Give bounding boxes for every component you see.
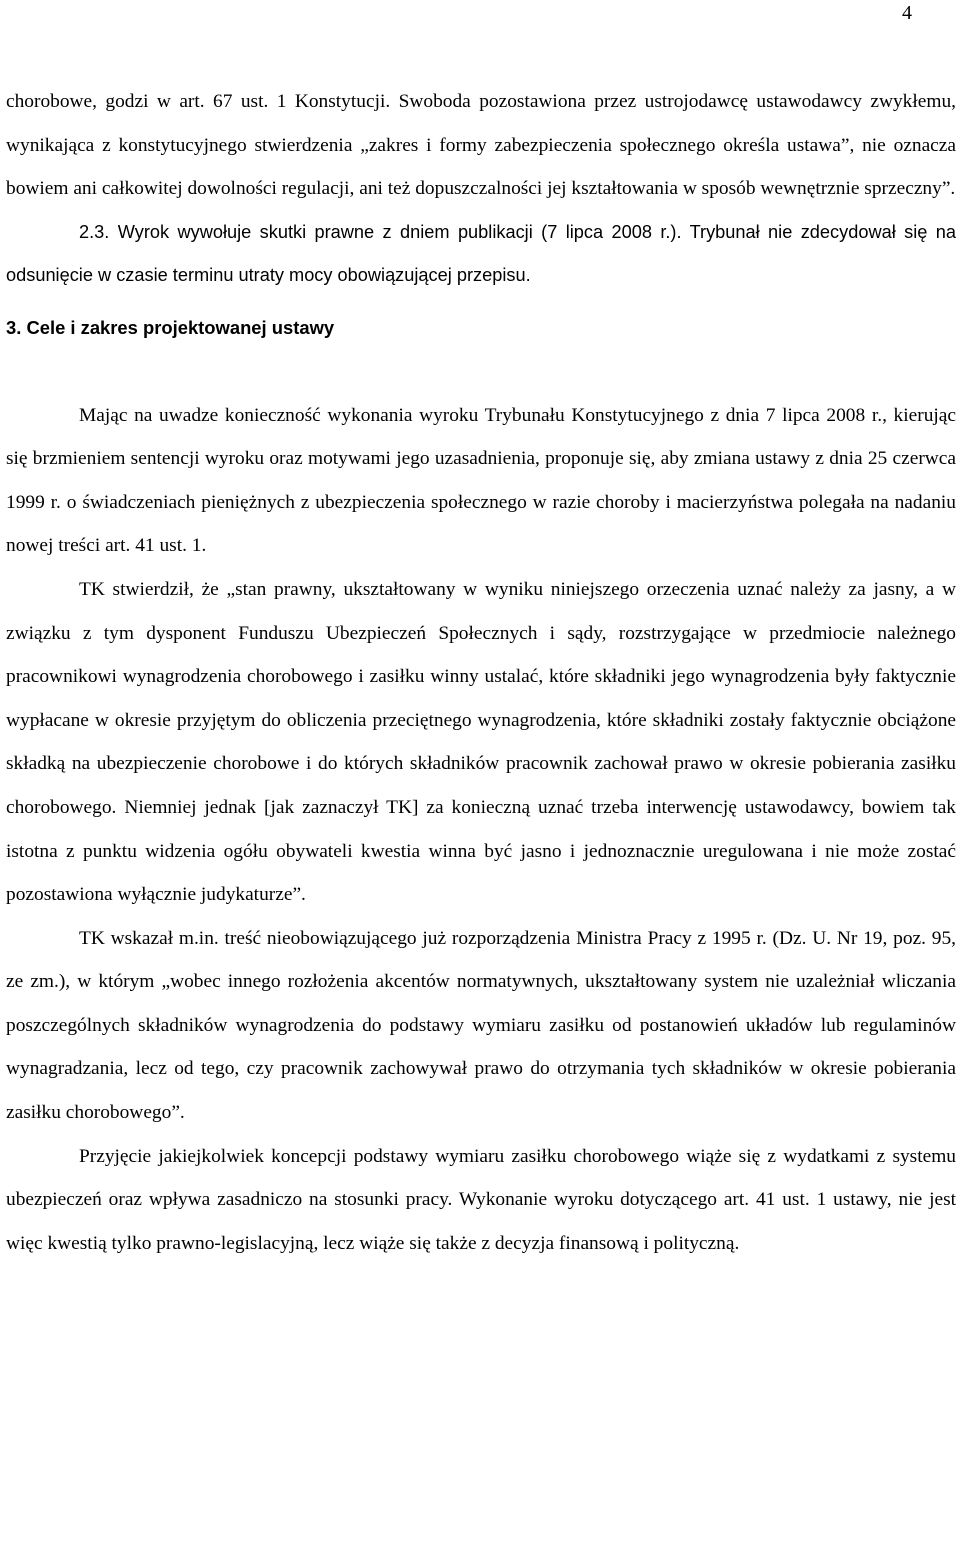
- paragraph-conclusion: Przyjęcie jakiejkolwiek koncepcji podstawy wymiaru zasiłku chorobowego wiąże się z wydatkami z systemu ubezpieczeń oraz wpływa zasadniczo na stosunki pracy. Wykonanie wyroku dotyczącego art. 41 ust. 1 ustawy, nie jest więc kwestią tylko prawno-legislacyjną, lecz wiąże się także z decyzja finansową i polityczną.: [6, 1145, 956, 1254]
- page-number: 4: [902, 2, 912, 24]
- document-body: [6, 80, 956, 1265]
- paragraph-judgment-effects: 2.3. Wyrok wywołuje skutki prawne z dniem publikacji (7 lipca 2008 r.). Trybunał nie zdecydował się na odsunięcie w czasie terminu utraty mocy obowiązującej przepisu.: [6, 221, 956, 286]
- spacer: [6, 298, 956, 306]
- paragraph-goals: Mając na uwadze konieczność wykonania wyroku Trybunału Konstytucyjnego z dnia 7 lipca 2008 r., kierując się brzmieniem sentencji wyroku oraz motywami jego uzasadnienia, proponuje się, aby zmiana ustawy z dnia 25 czerwca 1999 r. o świadczeniach pieniężnych z ubezpieczenia społecznego w razie choroby i macierzyństwa polegała na nadaniu nowej treści art. 41 ust. 1.: [6, 404, 956, 557]
- section-heading: 3. Cele i zakres projektowanej ustawy: [6, 316, 335, 338]
- spacer: [6, 350, 956, 394]
- paragraph-continuation: chorobowe, godzi w art. 67 ust. 1 Konstytucji. Swoboda pozostawiona przez ustrojodawcę ustawodawcy zwykłemu, wynikająca z konstytucyjnego stwierdzenia „zakres i formy zabezpieczenia społecznego określa ustawa”, nie oznacza bowiem ani całkowitej dowolności regulacji, ani też dopuszczalności jej kształtowania w sposób wewnętrznie sprzeczny”.: [6, 91, 956, 200]
- paragraph-tk-regulation: TK wskazał m.in. treść nieobowiązującego już rozporządzenia Ministra Pracy z 1995 r. (Dz. U. Nr 19, poz. 95, ze zm.), w którym „wobec innego rozłożenia akcentów normatywnych, ukształtowany system nie uzależniał wliczania poszczególnych składników wynagrodzenia do podstawy wymiaru zasiłku od postanowień układów lub regulaminów wynagradzania, lecz od tego, czy pracownik zachowywał prawo do otrzymania tych składników w okresie pobierania zasiłku chorobowego”.: [6, 927, 956, 1124]
- paragraph-tk-statement: TK stwierdził, że „stan prawny, ukształtowany w wyniku niniejszego orzeczenia uznać należy za jasny, a w związku z tym dysponent Funduszu Ubezpieczeń Społecznych i sądy, rozstrzygające w przedmiocie należnego pracownikowi wynagrodzenia chorobowego i zasiłku winny ustalać, które składniki jego wynagrodzenia były faktycznie wypłacane w okresie przyjętym do obliczenia przeciętnego wynagrodzenia, które składniki zostały faktycznie obciążone składką na ubezpieczenie chorobowe i do których składników pracownik zachował prawo w okresie pobierania zasiłku chorobowego. Niemniej jednak [jak zaznaczył TK] za konieczną uznać trzeba interwencję ustawodawcy, bowiem tak istotna z punktu widzenia ogółu obywateli kwestia winna być jasno i jednoznacznie uregulowana i nie może zostać pozostawiona wyłącznie judykaturze”.: [6, 578, 956, 906]
